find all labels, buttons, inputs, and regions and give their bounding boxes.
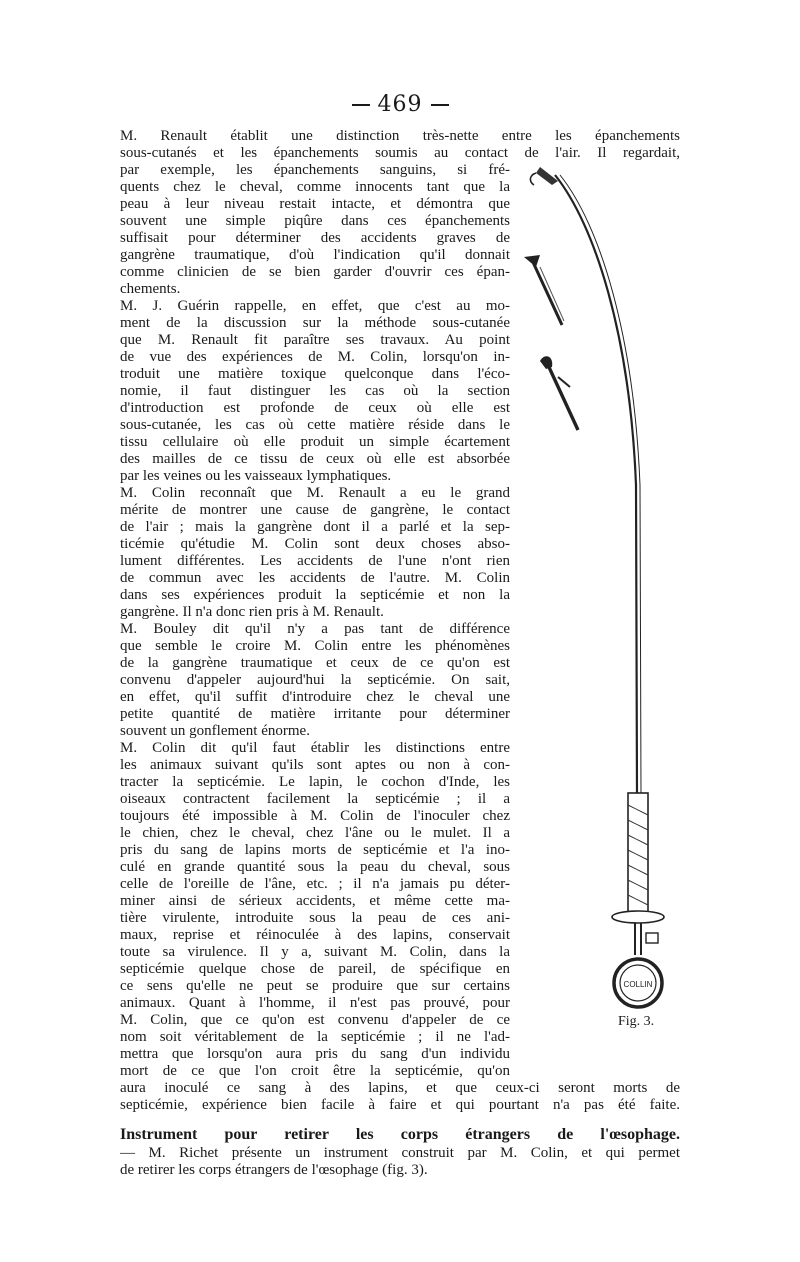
text-line: M. Colin, que ce qu'on est convenu d'appeler de ce xyxy=(120,1012,510,1028)
text-line: comme clinicien de se bien garder d'ouvrir ces épan- xyxy=(120,264,510,280)
text-line: souvent une simple piqûre dans ces épanchements xyxy=(120,213,510,229)
text-line: mérite de montrer une cause de gangrène, le contact xyxy=(120,502,510,518)
text-line: sous-cutanés et les épanchements soumis au contact de l'air. Il regardait, xyxy=(120,145,680,161)
text-line: sous-cutanée, les cas où cette matière réside dans le xyxy=(120,417,510,433)
text-line: gangrène traumatique, d'où l'indication qu'il donnait xyxy=(120,247,510,263)
text-line: petite quantité de matière irritante pour déterminer xyxy=(120,706,510,722)
text-line: en effet, qu'il suffit d'introduire chez le cheval une xyxy=(120,689,510,705)
text-line: M. J. Guérin rappelle, en effet, que c'est au mo- xyxy=(120,298,510,314)
text-line: pris du sang de lapins morts de septicémie et l'a ino- xyxy=(120,842,510,858)
text-line: nom soit véritablement de la septicémie ; il ne l'ad- xyxy=(120,1029,510,1045)
text-line: par exemple, les épanchements sanguins, si fré- xyxy=(120,162,510,178)
text-line: tracter la septicémie. Le lapin, le cochon d'Inde, les xyxy=(120,774,510,790)
text-line: de retirer les corps étrangers de l'œsophage (fig. 3). xyxy=(120,1162,428,1178)
text-line: animaux. Quant à l'homme, il n'est pas prouvé, pour xyxy=(120,995,510,1011)
text-line: nomie, il faut distinguer les cas où la section xyxy=(120,383,510,399)
instrument-handle xyxy=(612,793,664,955)
text-line: par les veines ou les vaisseaux lymphatiques. xyxy=(120,468,392,484)
text-line: que semble le croire M. Colin entre les phénomènes xyxy=(120,638,510,654)
text-line: ment de la discussion sur la méthode sous-cutanée xyxy=(120,315,510,331)
text-line: aura inoculé ce sang à des lapins, et que ceux-ci seront morts de xyxy=(120,1080,680,1096)
text-line: mort de ce que l'on croit être la septicémie, qu'on xyxy=(120,1063,510,1079)
dash-right xyxy=(431,104,449,106)
text-line: M. Colin reconnaît que M. Renault a eu le grand xyxy=(120,485,510,501)
text-line: les animaux suivant qu'ils sont aptes ou non à con- xyxy=(120,757,510,773)
detached-tip-1 xyxy=(524,255,564,325)
text-line: miner ainsi de sérieux accidents, et même cette ma- xyxy=(120,893,510,909)
text-line: — M. Richet présente un instrument construit par M. Colin, et qui permet xyxy=(120,1145,680,1161)
text-line: M. Colin dit qu'il faut établir les distinctions entre xyxy=(120,740,510,756)
text-line: celle de l'oreille de l'âne, etc. ; il n'a jamais pu déter- xyxy=(120,876,510,892)
text-line: maux, reprise et réinoculée à des lapins, conservait xyxy=(120,927,510,943)
text-line: de vue des expériences de M. Colin, lorsqu'on in- xyxy=(120,349,510,365)
text-line: oiseaux contractent facilement la septicémie ; il a xyxy=(120,791,510,807)
text-line: dans ses expériences produit la septicémie et non la xyxy=(120,587,510,603)
text-line: tière virulente, introduite sous la peau de ces ani- xyxy=(120,910,510,926)
text-line: tissu cellulaire où elle produit un simple écartement xyxy=(120,434,510,450)
text-line: quents chez le cheval, comme innocents tant que la xyxy=(120,179,510,195)
text-line: que M. Renault fit paraître ses travaux. Au point xyxy=(120,332,510,348)
page-number xyxy=(0,92,800,117)
text-line: toute sa virulence. Il y a, suivant M. Colin, dans la xyxy=(120,944,510,960)
text-line: mettra que lorsqu'on aura pris du sang d'un individu xyxy=(120,1046,510,1062)
text-line: de commun avec les accidents de l'autre. M. Colin xyxy=(120,570,510,586)
text-line: de la gangrène traumatique et ceux de ce qu'on est xyxy=(120,655,510,671)
page-number-text: 469 xyxy=(377,92,423,117)
text-line: troduit une matière toxique quelconque dans l'éco- xyxy=(120,366,510,382)
text-line: des mailles de ce tissu de ceux où elle est absorbée xyxy=(120,451,510,467)
text-line: toujours été impossible à M. Colin de l'inoculer chez xyxy=(120,808,510,824)
text-line: convenu d'appeler aujourd'hui la septicémie. On sait, xyxy=(120,672,510,688)
text-line: peau à leur niveau restait intacte, et démontra que xyxy=(120,196,510,212)
dash-left xyxy=(352,104,370,106)
instrument-illustration xyxy=(500,155,690,1015)
text-line: le chien, chez le cheval, chez l'âne ou le mulet. Il a xyxy=(120,825,510,841)
text-line: ticémie qu'étudie M. Colin sont deux choses abso- xyxy=(120,536,510,552)
text-line: gangrène. Il n'a donc rien pris à M. Renault. xyxy=(120,604,384,620)
text-line: lument différentes. Les accidents de l'une n'ont rien xyxy=(120,553,510,569)
text-line: septicémie quelque chose de pareil, de spécifique en xyxy=(120,961,510,977)
figure-caption: Fig. 3. xyxy=(618,1014,655,1029)
text-line: culé en grande quantité sous la peau du cheval, sous xyxy=(120,859,510,875)
instrument-shaft xyxy=(555,175,637,795)
text-line: ce sens qu'elle ne peut se produire que sur certains xyxy=(120,978,510,994)
text-line: M. Bouley dit qu'il n'y a pas tant de différence xyxy=(120,621,510,637)
text-line: chements. xyxy=(120,281,181,297)
section-heading: Instrument pour retirer les corps étrangers de l'œsophage. xyxy=(120,1126,680,1143)
text-line: d'introduction est profonde de ceux où elle est xyxy=(120,400,510,416)
text-line: suffisait pour déterminer des accidents graves de xyxy=(120,230,510,246)
text-line: septicémie, expérience bien facile à faire et qui pourtant n'a pas été faite. xyxy=(120,1097,680,1113)
text-line: souvent un gonflement énorme. xyxy=(120,723,310,739)
hook-tip-top-claw xyxy=(530,173,536,185)
text-line: de l'air ; mais la gangrène dont il a parlé et la sep- xyxy=(120,519,510,535)
text-line: M. Renault établit une distinction très-nette entre les épanchements xyxy=(120,128,680,144)
ring-stamp: COLLIN xyxy=(623,980,653,989)
detached-tip-2 xyxy=(540,356,578,430)
